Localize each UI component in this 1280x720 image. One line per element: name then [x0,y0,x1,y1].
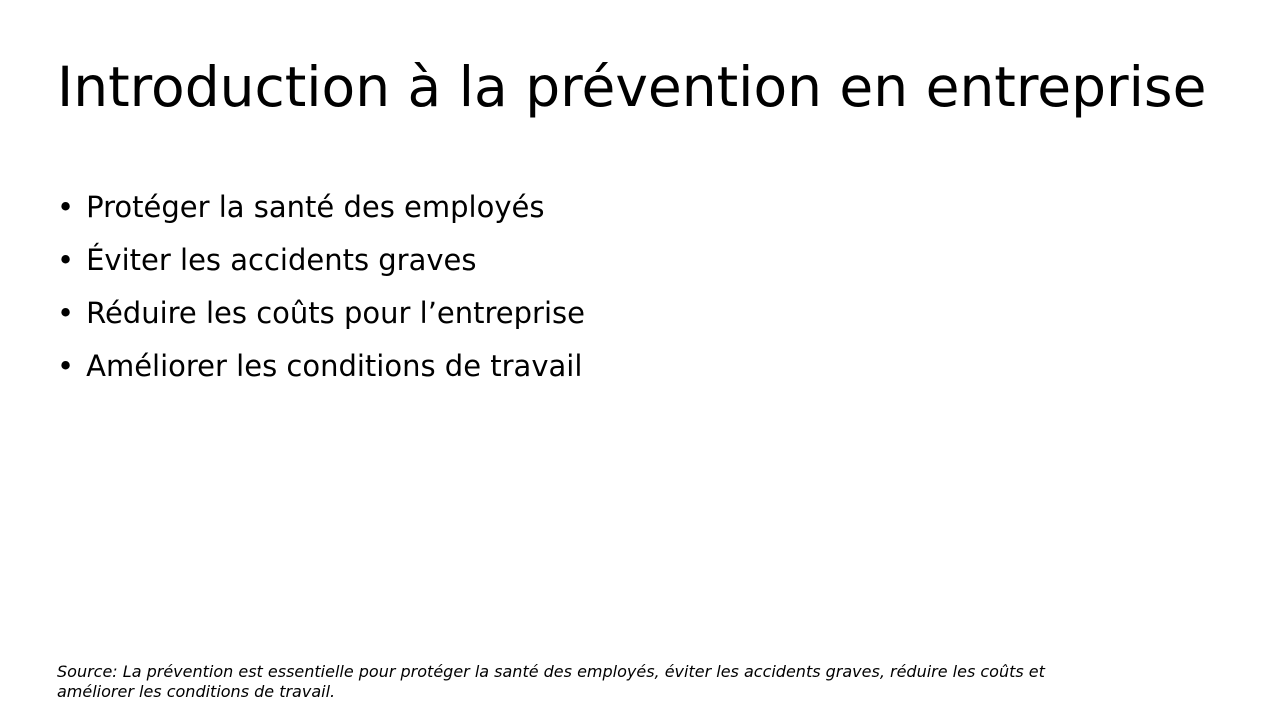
bullet-text: Éviter les accidents graves [86,243,477,277]
source-line: améliorer les conditions de travail. [57,682,336,701]
bullet-icon: • [57,296,75,330]
source-note [57,662,1045,702]
bullet-text: Améliorer les conditions de travail [86,349,583,383]
bullet-icon: • [57,243,75,277]
slide-title: Introduction à la prévention en entreprise [57,55,1207,119]
bullet-item [57,234,585,287]
bullet-icon: • [57,190,75,224]
bullet-item [57,340,585,393]
bullet-icon: • [57,349,75,383]
bullet-text: Protéger la santé des employés [86,190,545,224]
bullet-item [57,287,585,340]
bullet-list [57,181,585,393]
bullet-text: Réduire les coûts pour l’entreprise [86,296,585,330]
bullet-item [57,181,585,234]
source-line: Source: La prévention est essentielle pour protéger la santé des employés, éviter les accidents graves, réduire les coûts et [57,662,1045,681]
